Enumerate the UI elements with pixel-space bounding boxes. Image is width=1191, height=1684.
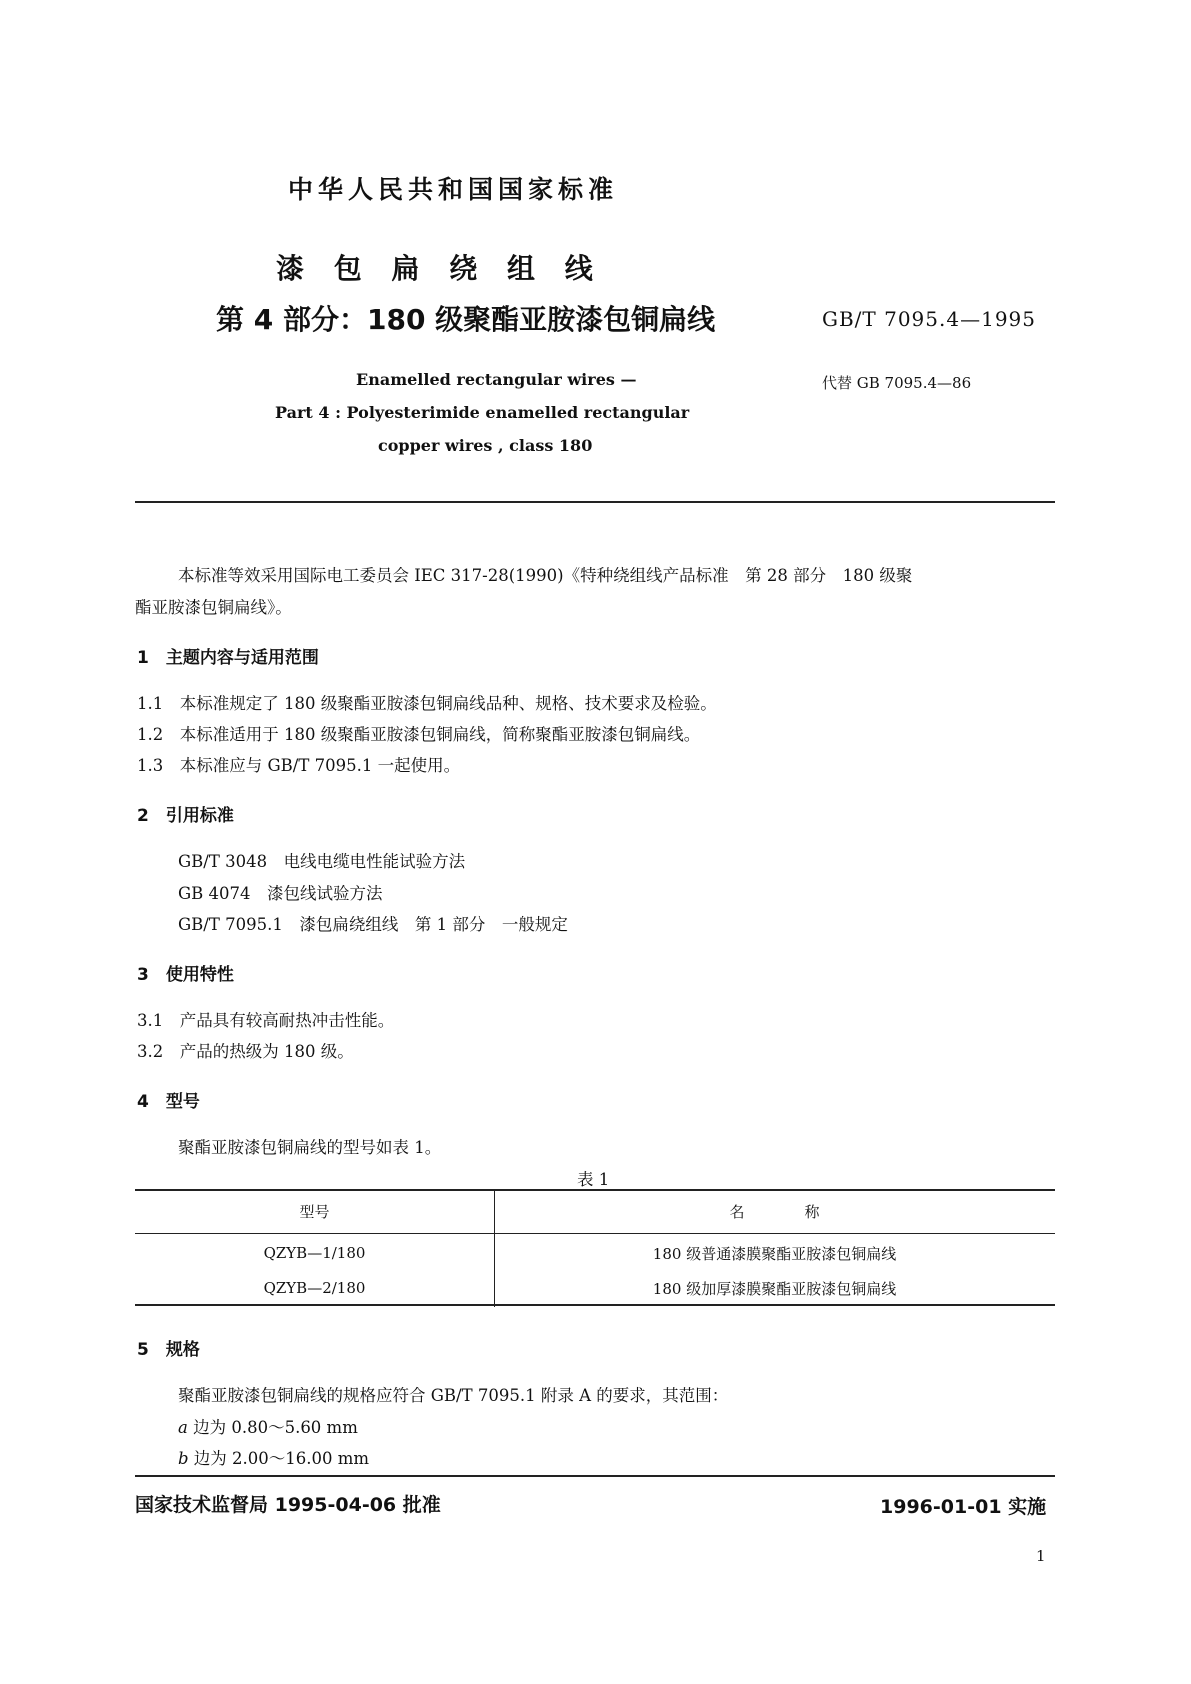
table-cell-name: 180 级加厚漆膜聚酯亚胺漆包铜扁线 [494,1272,1055,1305]
range-b-text: 边为 2.00～16.00 mm [188,1449,370,1468]
english-title-line3: copper wires , class 180 [378,436,593,455]
table-cell-model: QZYB—1/180 [135,1234,494,1273]
approval-date: 国家技术监督局 1995-04-06 批准 [135,1494,441,1516]
english-title-line1: Enamelled rectangular wires — [356,370,637,389]
range-b-label: b [178,1449,189,1468]
section-5-text: 聚酯亚胺漆包铜扁线的规格应符合 GB/T 7095.1 附录 A 的要求，其范围： [178,1386,729,1405]
english-title-line2: Part 4 : Polyesterimide enamelled rectangular [275,403,690,422]
range-a-label: a [178,1418,188,1437]
table-header-model: 型号 [299,1202,330,1221]
standard-code: GB/T 7095.4—1995 [822,307,1036,331]
document-title-line1: 漆 包 扁 绕 组 线 [276,252,593,285]
table-cell-name: 180 级普通漆膜聚酯亚胺漆包铜扁线 [494,1234,1055,1273]
table-row [135,1234,1055,1273]
footer-divider [135,1475,1055,1477]
section-2-heading: 2 引用标准 [137,806,234,826]
section-1-item: 1.1 本标准规定了 180 级聚酯亚胺漆包铜扁线品种、规格、技术要求及检验。 [137,694,717,713]
reference-item: GB/T 3048 电线电缆电性能试验方法 [178,852,466,871]
section-5-heading: 5 规格 [137,1340,200,1360]
document-title-line2: 第 4 部分：180 级聚酯亚胺漆包铜扁线 [216,303,716,336]
section-3-item: 3.1 产品具有较高耐热冲击性能。 [137,1011,395,1030]
reference-item: GB/T 7095.1 漆包扁绕组线 第 1 部分 一般规定 [178,915,568,934]
intro-line1: 本标准等效采用国际电工委员会 IEC 317-28(1990)《特种绕组线产品标准 第 28 部分 180 级聚 [178,566,913,585]
range-a-text: 边为 0.80～5.60 mm [187,1418,358,1437]
replaces-note: 代替 GB 7095.4—86 [822,374,972,392]
section-1-item: 1.3 本标准应与 GB/T 7095.1 一起使用。 [137,756,461,775]
reference-item: GB 4074 漆包线试验方法 [178,884,383,903]
table-header-name: 名 称 [729,1202,820,1221]
section-3-item: 3.2 产品的热级为 180 级。 [137,1042,354,1061]
table-cell-model: QZYB—2/180 [135,1272,494,1305]
table-row [135,1272,1055,1305]
section-1-heading: 1 主题内容与适用范围 [137,648,319,668]
section-4-heading: 4 型号 [137,1092,200,1112]
range-b [178,1445,369,1469]
table-caption: 表 1 [577,1170,610,1189]
section-4-text: 聚酯亚胺漆包铜扁线的型号如表 1。 [178,1138,442,1157]
national-standard-title: 中华人民共和国国家标准 [288,175,619,204]
section-1-item: 1.2 本标准适用于 180 级聚酯亚胺漆包铜扁线，简称聚酯亚胺漆包铜扁线。 [137,725,701,744]
page-number: 1 [1036,1547,1046,1565]
intro-line2: 酯亚胺漆包铜扁线》。 [135,598,292,617]
model-table [135,1189,1055,1306]
effective-date: 1996-01-01 实施 [880,1496,1047,1518]
header-divider [135,501,1055,503]
section-3-heading: 3 使用特性 [137,965,234,985]
range-a [178,1414,358,1438]
